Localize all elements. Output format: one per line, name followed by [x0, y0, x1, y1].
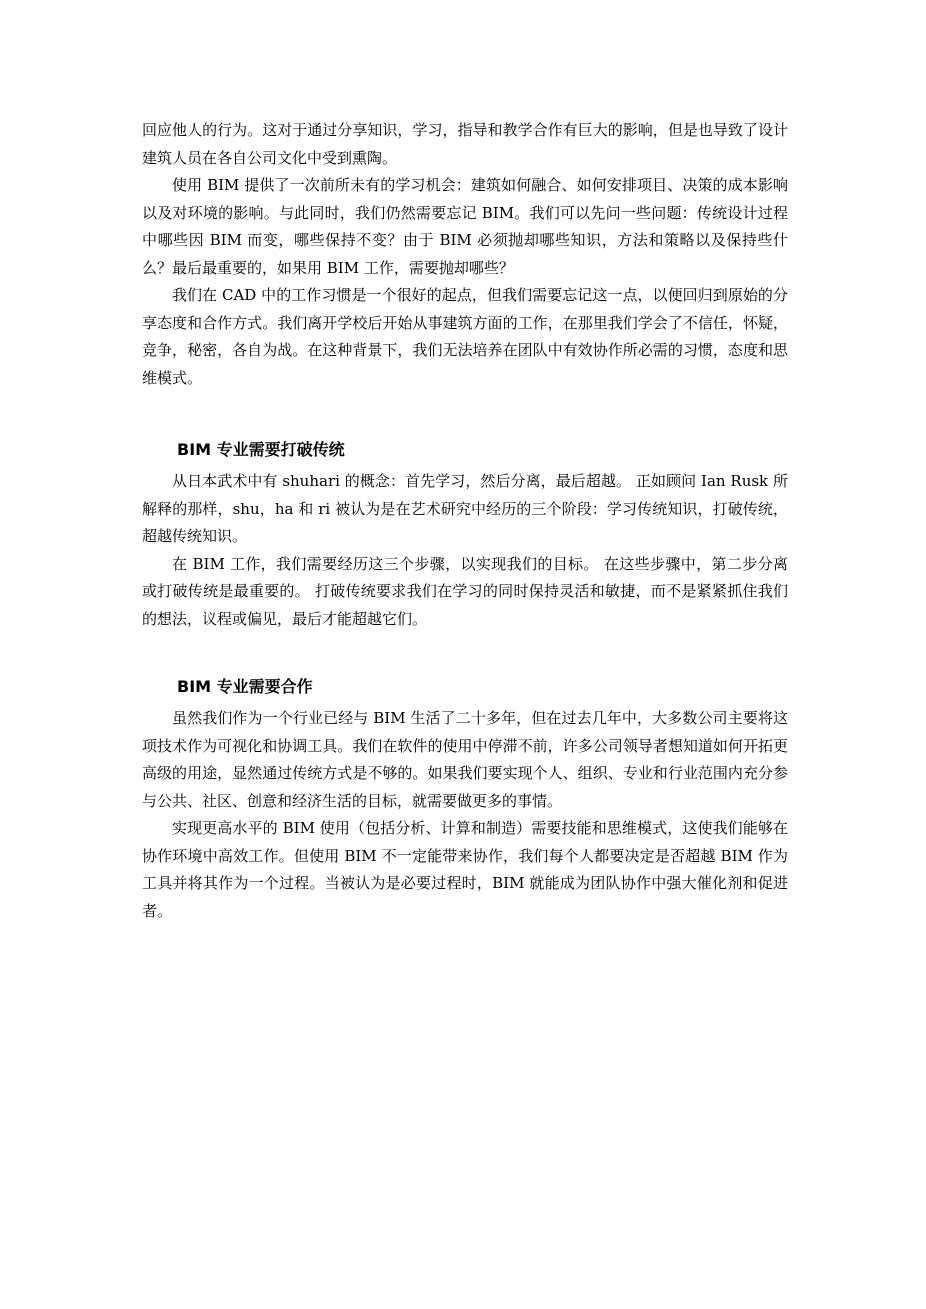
paragraph-industry-bim: 虽然我们作为一个行业已经与 BIM 生活了二十多年，但在过去几年中，大多数公司主要将这项技术作为可视化和协调工具。我们在软件的使用中停滞不前，许多公司领导者想知道如何开拓更高级的用途，显然通过传统方式是不够的。如果我们要实现个人、组织、专业和行业范围内充分参与公共、社区、创意和经济生活的目标，就需要做更多的事情。	[142, 709, 788, 810]
paragraph-three-steps: 在 BIM 工作，我们需要经历这三个步骤，以实现我们的目标。 在这些步骤中，第二步分离或打破传统是最重要的。 打破传统要求我们在学习的同时保持灵活和敏捷，而不是紧紧抓住我们的想法，议程或偏见，最后才能超越它们。	[142, 554, 788, 628]
paragraph-shuhari: 从日本武术中有 shuhari 的概念：首先学习，然后分离，最后超越。 正如顾问 Ian Rusk 所解释的那样，shu，ha 和 ri 被认为是在艺术研究中经历的三个阶段：学习传统知识，打破传统，超越传统知识。	[142, 472, 788, 545]
paragraph-higher-bim-use: 实现更高水平的 BIM 使用（包括分析、计算和制造）需要技能和思维模式，这使我们能够在协作环境中高效工作。但使用 BIM 不一定能带来协作，我们每个人都要决定是否超越 BIM 作为工具并将其作为一个过程。当被认为是必要过程时，BIM 就能成为团队协作中强大催化剂和促进者。	[142, 819, 788, 920]
document-body	[142, 117, 788, 925]
paragraph-bim-learning: 使用 BIM 提供了一次前所未有的学习机会：建筑如何融合、如何安排项目、决策的成本影响以及对环境的影响。与此同时，我们仍然需要忘记 BIM。我们可以先问一些问题：传统设计过程中哪些因 BIM 而变，哪些保持不变？由于 BIM 必须抛却哪些知识，方法和策略以及保持些什么？最后最重要的，如果用 BIM 工作，需要抛却哪些？	[142, 176, 788, 277]
section-heading-collaboration: BIM 专业需要合作	[177, 677, 313, 696]
section-heading-break-tradition: BIM 专业需要打破传统	[177, 440, 345, 459]
paragraph-cad-habits: 我们在 CAD 中的工作习惯是一个很好的起点，但我们需要忘记这一点，以便回归到原始的分享态度和合作方式。我们离开学校后开始从事建筑方面的工作，在那里我们学会了不信任，怀疑，竞争，秘密，各自为战。在这种背景下，我们无法培养在团队中有效协作所必需的习惯，态度和思维模式。	[142, 286, 788, 387]
paragraph-intro-continued: 回应他人的行为。这对于通过分享知识，学习，指导和教学合作有巨大的影响，但是也导致了设计建筑人员在各自公司文化中受到熏陶。	[142, 121, 788, 167]
